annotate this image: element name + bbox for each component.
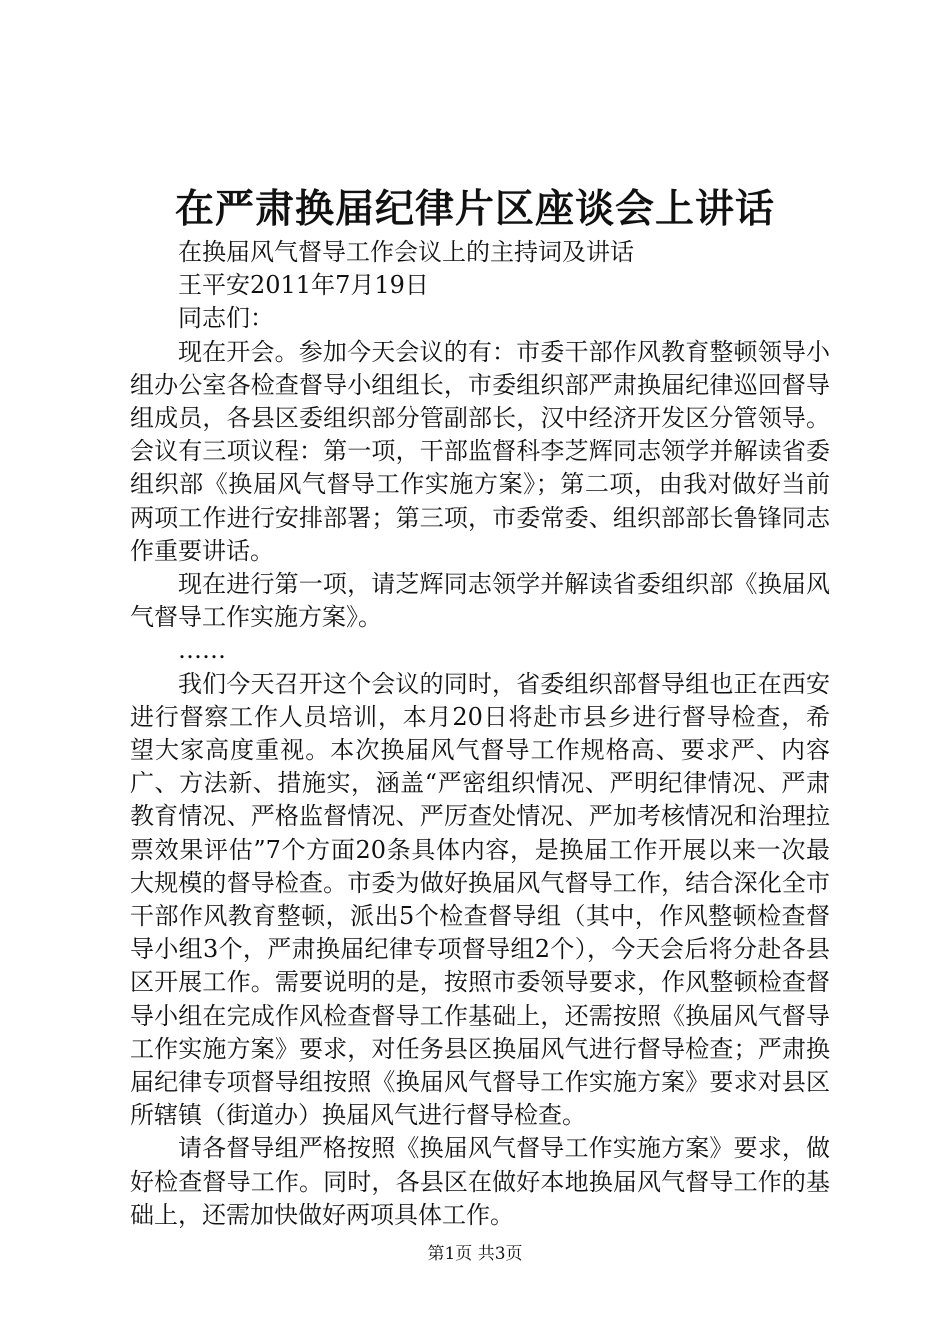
page-footer: 第1页 共3页: [427, 1244, 523, 1264]
paragraph-inspection: 我们今天召开这个会议的同时，省委组织部督导组也正在西安进行督察工作人员培训，本月20日将赴市县乡进行督导检查，希望大家高度重视。本次换届风气督导工作规格高、要求严、内容广、方法新、措施实，涵盖“严密组织情况、严明纪律情况、严肃教育情况、严格监督情况、严厉查处情况、严加考核情况和治理拉票效果评估”7个方面20条具体内容，是换届工作开展以来一次最大规模的督导检查。市委为做好换届风气督导工作，结合深化全市干部作风教育整顿，派出5个检查督导组（其中，作风整顿检查督导小组3个，严肃换届纪律专项督导组2个），今天会后将分赴各县区开展工作。需要说明的是，按照市委领导要求，作风整顿检查督导小组在完成作风检查督导工作基础上，还需按照《换届风气督导工作实施方案》要求，对任务县区换届风气进行督导检查；严肃换届纪律专项督导组按照《换届风气督导工作实施方案》要求对县区所辖镇（街道办）换届风气进行督导检查。: [130, 669, 830, 1130]
paragraph-first-item: 现在进行第一项，请芝辉同志领学并解读省委组织部《换届风气督导工作实施方案》。: [130, 570, 830, 632]
paragraph-requirements: 请各督导组严格按照《换届风气督导工作实施方案》要求，做好检查督导工作。同时，各县区在做好本地换届风气督导工作的基础上，还需加快做好两项具体工作。: [130, 1134, 830, 1229]
ellipsis-line: ……: [178, 636, 226, 665]
subtitle-line: 在换届风气督导工作会议上的主持词及讲话: [178, 238, 634, 266]
author-date-line: 王平安2011年7月19日: [178, 271, 429, 300]
salutation: 同志们：: [178, 304, 274, 333]
paragraph-opening: 现在开会。参加今天会议的有：市委干部作风教育整顿领导小组办公室各检查督导小组组长，市委组织部严肃换届纪律巡回督导组成员，各县区委组织部分管副部长，汉中经济开发区分管领导。会议有三项议程：第一项，干部监督科李芝辉同志领学并解读省委组织部《换届风气督导工作实施方案》；第二项，由我对做好当前两项工作进行安排部署；第三项，市委常委、组织部部长鲁锋同志作重要讲话。: [130, 337, 830, 565]
document-title: 在严肃换届纪律片区座谈会上讲话: [174, 186, 775, 232]
document-body: [130, 236, 830, 1232]
